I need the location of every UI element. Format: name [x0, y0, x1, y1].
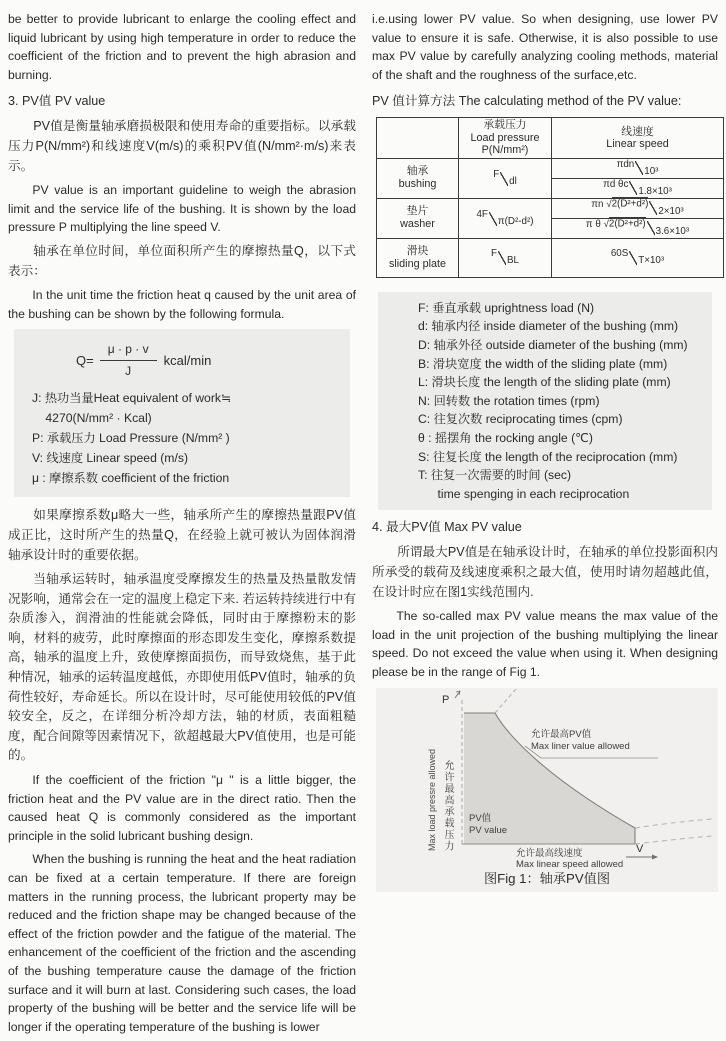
formula-numerator: μ · p · v	[100, 340, 157, 361]
pv-calculation-table	[376, 117, 724, 278]
paragraph-en-friction-coefficient: If the coefficient of the friction "μ " is a little bigger, the friction heat and the PV value are in the direct ratio. Then the caused heat Q is commonly considered as the important principle in the solid lubricant bushing design.	[8, 773, 356, 843]
fraction-slash	[629, 251, 637, 265]
table-header-empty	[377, 118, 459, 159]
bushing-load-formula: F dl	[459, 158, 552, 198]
max-pv-annotation-cn: 允许最高PV值	[531, 728, 592, 740]
bushing-speed-formulas: πdn 10³ πd θc 1.8×10³	[552, 158, 724, 198]
table-header-row	[377, 118, 724, 159]
table-header-speed	[552, 118, 724, 159]
washer-speed-formulas: πn √2(D²+d²) 2×10³ π θ √2(D²+d²) 3.6×10³	[552, 198, 724, 238]
table-row-washer	[377, 198, 724, 238]
header-load-en: Load pressure	[470, 131, 540, 144]
axis-extension-right-dashed	[635, 836, 712, 844]
header-load-unit: P(N/mm²)	[481, 144, 529, 157]
paragraph-en-friction-heat: In the unit time the friction heat q caused by the unit area of the bushing can be shown by the following formula.	[8, 288, 356, 321]
formula-def-mu: μ : 摩擦系数 coefficient of the friction	[32, 471, 230, 486]
figure-caption: 图Fig 1：轴承PV值图	[483, 870, 611, 886]
definition-line: F: 垂直承载 uprightness load (N)	[418, 300, 595, 315]
paragraph-continuation: be better to provide lubricant to enlarge the cooling effect and liquid lubricant by using high temperature in order to reduce the coefficient of the friction and to prevent the high abrasion and burning.	[8, 12, 356, 82]
formula-denominator: J	[125, 364, 132, 379]
heat-formula	[76, 340, 340, 381]
table-header-load	[459, 118, 552, 159]
header-speed-en: Linear speed	[606, 138, 669, 151]
definition-line: C: 往复次数 reciprocating times (cpm)	[418, 412, 623, 427]
fraction-slash	[635, 161, 643, 175]
definition-line: S: 往复长度 the length of the reciprocation (mm)	[418, 449, 678, 464]
sliding-plate-speed-formula: 60S T×10³	[552, 238, 724, 277]
formula-fraction	[100, 340, 157, 381]
formula-def-p: P: 承载压力 Load Pressure (N/mm² )	[32, 431, 230, 446]
table-heading: PV 值计算方法 The calculating method of the PV value:	[372, 94, 682, 109]
formula-def-j-value: 4270(N/mm² · Kcal)	[45, 411, 152, 426]
curve-extension-top-dashed	[495, 689, 516, 713]
definition-line: T: 往复一次需要的时间 (sec)	[418, 468, 572, 483]
paragraph-en-pv-definition: PV value is an important guideline to weigh the abrasion limit and the service life of the bushing. It is shown by the load pressure P multiplying the line speed V.	[8, 183, 356, 235]
washer-load-formula: 4F π(D²-d²)	[459, 198, 552, 238]
curve-extension-right-dashed	[635, 819, 712, 828]
table-row-sliding-plate	[377, 238, 724, 277]
pv-region-label-en: PV value	[469, 824, 508, 836]
paragraph-cn-friction-heat: 轴承在单位时间，单位面积所产生的摩擦热量Q，以下式表示：	[8, 243, 356, 278]
header-speed-cn: 线速度	[621, 125, 654, 138]
definition-line: θ : 摇摆角 the rocking angle (℃)	[418, 431, 593, 446]
formula-def-j: J: 热功当量Heat equivalent of work≒	[32, 391, 232, 406]
sliding-plate-load-formula: F BL	[459, 238, 552, 277]
symbol-definitions-box	[378, 292, 712, 511]
fraction-slash	[489, 212, 497, 226]
figure-1	[376, 688, 718, 892]
y-axis-label-cn: 允许最高承载压力	[442, 759, 453, 852]
max-pv-annotation-en: Max liner value allowed	[531, 740, 630, 752]
fraction-slash	[500, 172, 508, 186]
right-column	[372, 10, 718, 1041]
radical-argument: 2(D²+d²)	[608, 218, 646, 230]
definition-line: B: 滑块宽度 the width of the sliding plate (mm)	[418, 356, 668, 371]
v-axis-label: V	[636, 842, 644, 855]
header-load-cn: 承载压力	[483, 119, 527, 132]
fraction-slash	[498, 251, 506, 265]
paragraph-cn-max-pv: 所谓最大PV值是在轴承设计时，在轴承的单位投影面积内所承受的载荷及线速度乘积之最大值，使用时请勿超越此值，在设计时应在图1实线范围内.	[372, 545, 718, 599]
radical-argument: 2(D²+d²)	[611, 198, 649, 210]
formula-unit: kcal/min	[163, 353, 212, 369]
fraction-slash	[647, 221, 655, 235]
formula-box	[14, 329, 350, 497]
row-label-bushing: 轴承 bushing	[377, 158, 459, 198]
section-4-heading: 4. 最大PV值 Max PV value	[372, 520, 522, 535]
section-3-heading: 3. PV值 PV value	[8, 94, 106, 109]
definition-line: L: 滑块长度 the length of the sliding plate (mm)	[418, 375, 671, 390]
paragraph-en-bearing-operation: When the bushing is running the heat and the heat radiation can be fixed at a certain temperature. If there are foreign matters in the running process, the lubricant property may be reduced and the friction shape may be changed because of the effect of the friction powder and the fatigue of the material. The enhancement of the coefficient of the friction and the ascending of the bushing temperature cause the damage of the friction surface and it will burn at last. Considering such cases, the load property of the bushing will be better and the service life will be longer if the operating temperature of the bushing is lower	[8, 852, 356, 1034]
definition-line: D: 轴承外径 outside diameter of the bushing (mm)	[418, 338, 688, 353]
fraction-slash	[649, 201, 657, 215]
pv-region-label-cn: PV值	[469, 812, 492, 824]
formula-lhs: Q=	[76, 353, 94, 369]
paragraph-en-lower-pv: i.e.using lower PV value. So when designing, use lower PV value to ensure it is safe. Otherwise, it is also possible to use max PV value by carefully analyzing cooling methods, material of the shaft and the roughness of the surface,etc.	[372, 12, 718, 82]
row-label-washer: 垫片 washer	[377, 198, 459, 238]
fraction-slash	[629, 181, 637, 195]
row-label-sliding-plate: 滑块 sliding plate	[377, 238, 459, 277]
formula-def-v: V: 线速度 Linear speed (m/s)	[32, 451, 189, 466]
left-column	[8, 10, 356, 1041]
paragraph-cn-pv-definition: PV值是衡量轴承磨损极限和使用寿命的重要指标。以承载压力P(N/mm²)和线速度V(m/s)的乘积PV值(N/mm²·m/s)来表示。	[8, 119, 356, 173]
paragraph-en-max-pv: The so-called max PV value means the max value of the load in the unit projection of the bushing multiplying the linear speed. Do not exceed the value when using it. When designing please be in the range of Fig 1.	[372, 609, 718, 679]
table-row-bushing	[377, 158, 724, 198]
paragraph-cn-friction-coefficient: 如果摩擦系数μ略大一些，轴承所产生的摩擦热量跟PV值成正比，这时所产生的热量Q，在经验上就可被认为固体润滑轴承设计时的重要依据。	[8, 508, 356, 562]
definition-line: time spenging in each reciprocation	[437, 486, 630, 501]
y-axis-label-en: Max load pressre allowed	[427, 748, 437, 851]
p-axis-label: P	[442, 693, 450, 706]
definition-line: N: 回转数 the rotation times (rpm)	[418, 393, 600, 408]
max-speed-annotation-en: Max linear speed allowed	[516, 858, 624, 870]
definition-line: d: 轴承内径 inside diameter of the bushing (mm)	[418, 319, 679, 334]
max-speed-annotation-cn: 允许最高线速度	[516, 847, 583, 859]
paragraph-cn-bearing-operation: 当轴承运转时，轴承温度受摩擦发生的热量及热量散发情况影响，通常会在一定的温度上稳定下来. 若运转持续进行中有杂质渗入，润滑油的性能就会降低，同时由于摩擦粉末的影响，材料的疲劳，此时摩擦面的形态即发生变化，摩擦系数提高，轴承的温度上升，致使摩擦面损伤，而导致烧焦，基于此种情况，轴承的运转温度越低，亦即使用低PV值时，轴承的负荷性较好，寿命延长。所以在设计时，尽可能使用较低的PV值较安全，反之，在详细分析冷却方法，轴的材质，表面粗糙度，配合间隙等因素情况下，欲超越最大PV值使用，也是可能的。	[8, 572, 356, 763]
